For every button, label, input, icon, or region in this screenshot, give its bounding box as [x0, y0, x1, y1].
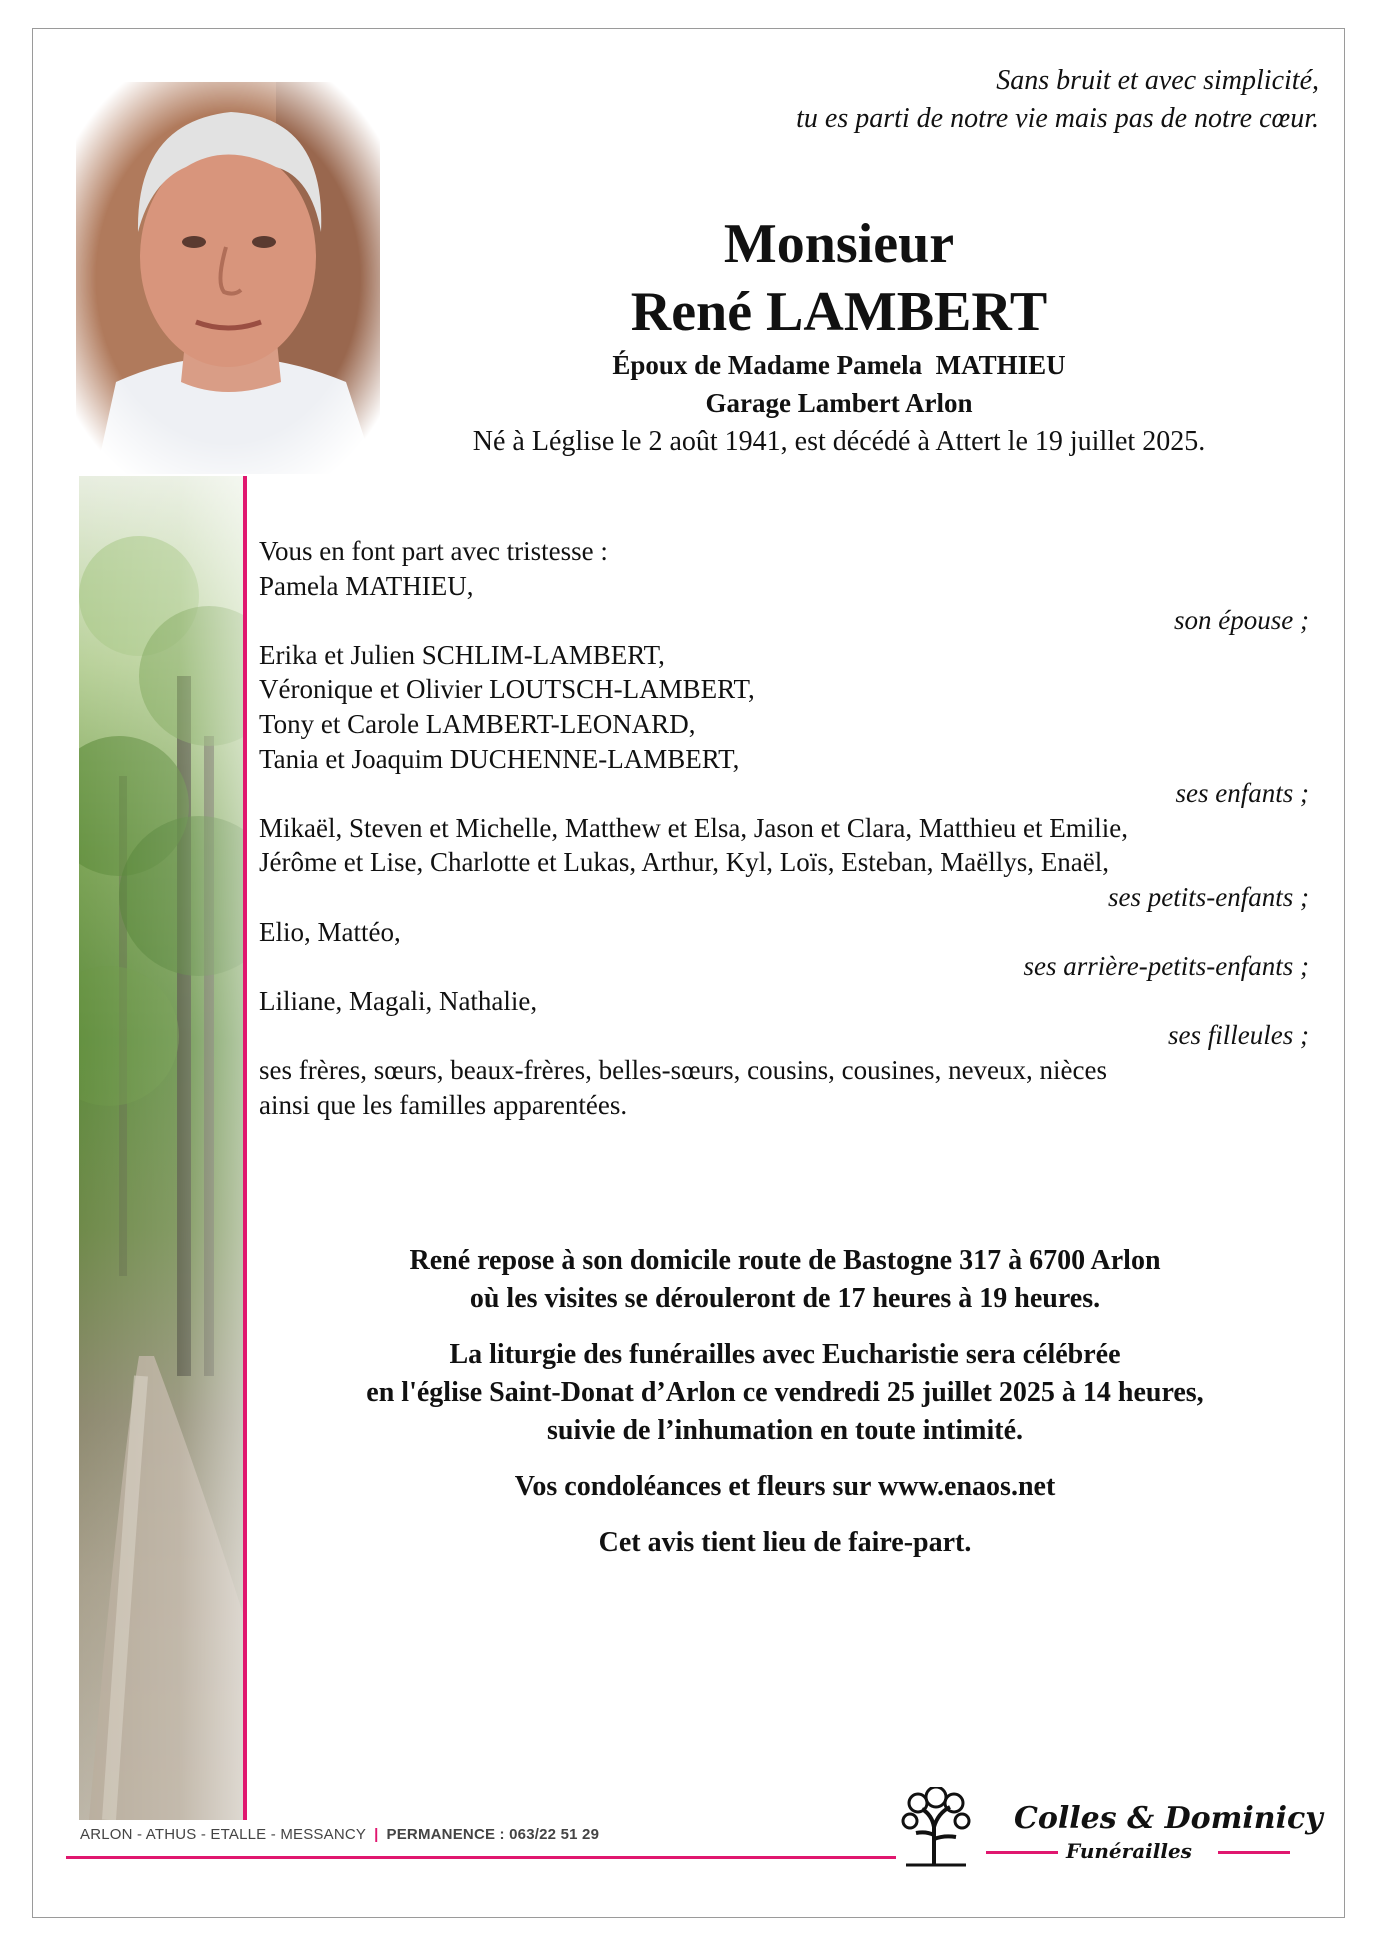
logo-divider-right — [1218, 1851, 1290, 1854]
condolences-line: Vos condoléances et fleurs sur www.enaos.net — [514, 1471, 1056, 1502]
family-intro: Vous en font part avec tristesse : — [259, 536, 608, 566]
footer-contact — [80, 1826, 599, 1843]
relation-label: son épouse ; — [1174, 605, 1309, 636]
child-line: Tania et Joaquim DUCHENNE-LAMBERT, — [259, 743, 740, 774]
relation-label: ses arrière-petits-enfants ; — [1023, 951, 1309, 982]
epitaph-quote — [559, 62, 1319, 138]
tree-logo-icon — [886, 1787, 986, 1867]
liturgy-line-2: en l'église Saint-Donat d’Arlon ce vendredi 25 juillet 2025 à 14 heures, — [366, 1377, 1204, 1408]
child-line: Erika et Julien SCHLIM-LAMBERT, — [259, 639, 665, 670]
deceased-heading — [395, 210, 1283, 462]
footer-locations: ARLON - ATHUS - ETALLE - MESSANCY — [80, 1826, 367, 1843]
great-grandchildren-line: Elio, Mattéo, — [259, 916, 401, 947]
quote-line-2: tu es parti de notre vie mais pas de notre cœur. — [796, 103, 1319, 134]
forest-path-image — [79, 476, 247, 1820]
relation-label: ses enfants ; — [1175, 778, 1309, 809]
footer-permanence: PERMANENCE : 063/22 51 29 — [386, 1826, 600, 1843]
rest-line-1: René repose à son domicile route de Bastogne 317 à 6700 Arlon — [409, 1245, 1161, 1276]
funeral-info — [260, 1242, 1310, 1580]
logo-subtitle: Funérailles — [1066, 1839, 1192, 1863]
rest-paragraph — [260, 1242, 1310, 1318]
accent-bar — [243, 476, 247, 1820]
footer-separator: | — [374, 1826, 379, 1843]
grandchildren-line: Jérôme et Lise, Charlotte et Lukas, Arthur, Kyl, Loïs, Esteban, Maëllys, Enaël, — [259, 847, 1109, 878]
deceased-name: René LAMBERT — [630, 281, 1048, 343]
relation-label: ses filleules ; — [1168, 1020, 1309, 1051]
logo-name: Colles & Dominicy — [1014, 1801, 1323, 1836]
liturgy-line-3: suivie de l’inhumation en toute intimité. — [546, 1415, 1023, 1446]
dates-line: Né à Léglise le 2 août 1941, est décédé à Attert le 19 juillet 2025. — [472, 426, 1206, 457]
business-line: Garage Lambert Arlon — [705, 388, 973, 418]
logo-divider-left — [986, 1851, 1058, 1854]
notice-line: Cet avis tient lieu de faire-part. — [598, 1527, 972, 1558]
quote-line-1: Sans bruit et avec simplicité, — [996, 65, 1319, 96]
family-list — [259, 534, 1309, 1122]
spouse-line: Époux de Madame Pamela MATHIEU — [612, 350, 1066, 380]
spouse-name: Pamela MATHIEU, — [259, 570, 474, 601]
others-line: ses frères, sœurs, beaux-frères, belles-sœurs, cousins, cousines, neveux, nièces — [259, 1054, 1107, 1085]
child-line: Véronique et Olivier LOUTSCH-LAMBERT, — [259, 674, 755, 705]
funeral-home-logo — [886, 1787, 1323, 1867]
child-line: Tony et Carole LAMBERT-LEONARD, — [259, 708, 696, 739]
liturgy-line-1: La liturgie des funérailles avec Eucharistie sera célébrée — [449, 1339, 1121, 1370]
liturgy-paragraph — [260, 1336, 1310, 1450]
goddaughters-line: Liliane, Magali, Nathalie, — [259, 985, 538, 1016]
forest-fade-overlay — [79, 476, 247, 1820]
footer-divider — [66, 1856, 896, 1859]
rest-line-2: où les visites se dérouleront de 17 heures à 19 heures. — [469, 1283, 1101, 1314]
civility: Monsieur — [723, 213, 955, 275]
relation-label: ses petits-enfants ; — [1108, 881, 1309, 912]
others-line: ainsi que les familles apparentées. — [259, 1089, 628, 1120]
portrait-photo — [76, 82, 380, 474]
grandchildren-line: Mikaël, Steven et Michelle, Matthew et Elsa, Jason et Clara, Matthieu et Emilie, — [259, 812, 1129, 843]
